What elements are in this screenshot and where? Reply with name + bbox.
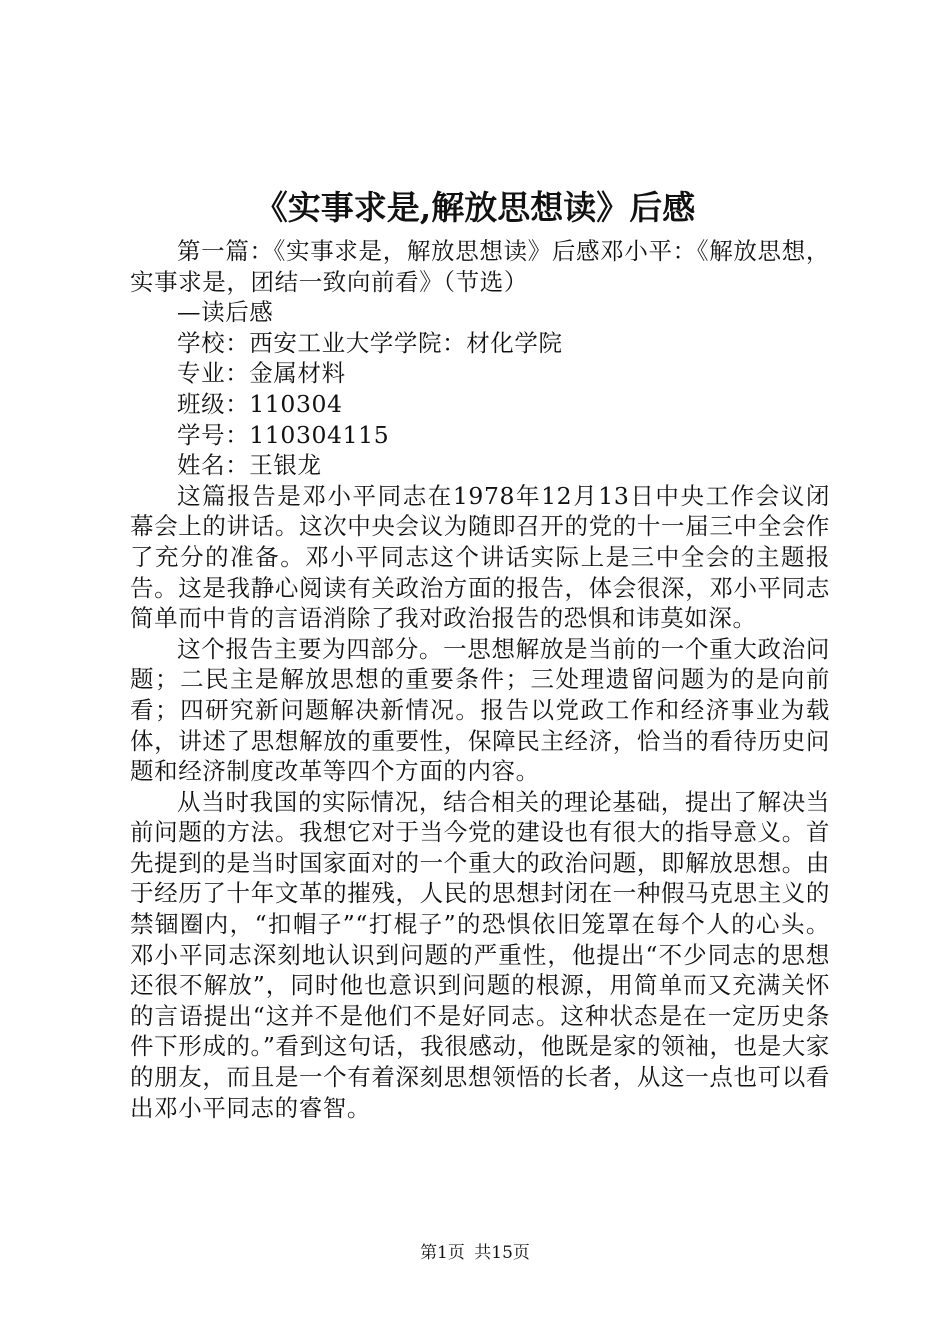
paragraph-name: 姓名：王银龙 — [177, 451, 322, 480]
paragraph-body-3: 从当时我国的实际情况，结合相关的理论基础，提出了解决当前问题的方法。我想它对于当今党的建设也有很大的指导意义。首先提到的是当时国家面对的一个重大的政治问题，即解放思想。由于经历了十年文革的摧残，人民的思想封闭在一种假马克思主义的禁锢圈内，“扣帽子”“打棍子”的恐惧依旧笼罩在每个人的心头。邓小平同志深刻地认识到问题的严重性，他提出“不少同志的思想还很不解放”，同时他也意识到问题的根源，用简单而又充满关怀的言语提出“这并不是他们不是好同志。这种状态是在一定历史条件下形成的。”看到这句话，我很感动，他既是家的领袖，也是大家的朋友，而且是一个有着深刻思想领悟的长者，从这一点也可以看出邓小平同志的睿智。 — [130, 787, 830, 1122]
paragraph-class: 班级：110304 — [177, 389, 343, 418]
paragraph-intro: 第一篇：《实事求是，解放思想读》后感邓小平：《解放思想，实事求是，团结一致向前看》（节选） — [130, 237, 830, 296]
paragraph-major: 专业：金属材料 — [177, 359, 346, 388]
page-footer: 第1页 共15页 — [420, 1243, 530, 1263]
paragraph-school: 学校：西安工业大学学院：材化学院 — [177, 328, 563, 357]
paragraph-student-id: 学号：110304115 — [177, 420, 390, 449]
paragraph-body-1: 这篇报告是邓小平同志在1978年12月13日中央工作会议闭幕会上的讲话。这次中央会议为随即召开的党的十一届三中全会作了充分的准备。邓小平同志这个讲话实际上是三中全会的主题报告。这是我静心阅读有关政治方面的报告，体会很深，邓小平同志简单而中肯的言语消除了我对政治报告的恐惧和讳莫如深。 — [130, 481, 830, 633]
paragraph-body-2: 这个报告主要为四部分。一思想解放是当前的一个重大政治问题；二民主是解放思想的重要条件；三处理遗留问题为的是向前看；四研究新问题解决新情况。报告以党政工作和经济事业为载体，讲述了思想解放的重要性，保障民主经济，恰当的看待历史问题和经济制度改革等四个方面的内容。 — [130, 634, 830, 786]
document-title: 《实事求是,解放思想读》后感 — [254, 188, 696, 227]
paragraph-subtitle: —读后感 — [177, 298, 274, 327]
document-body — [130, 236, 830, 1123]
